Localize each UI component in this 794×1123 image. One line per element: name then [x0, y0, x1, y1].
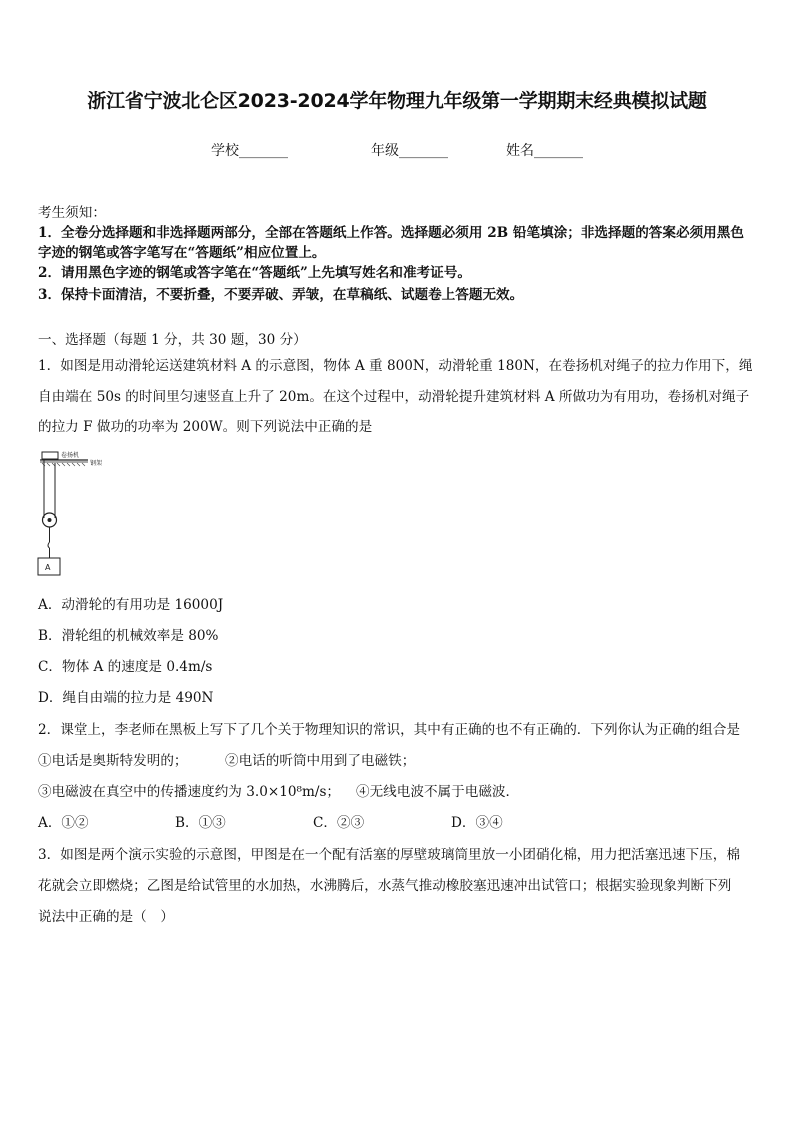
- frame-label: 钢架: [90, 460, 103, 467]
- notice-item: 1．全卷分选择题和非选择题两部分，全部在答题纸上作答。选择题必须用 2B 铅笔填涂；非选择题的答案必须用黑色: [38, 225, 744, 241]
- q2-option-a: A．①②: [38, 815, 89, 831]
- q2-statement-1: ①电话是奥斯特发明的；: [38, 753, 188, 769]
- q3-text: 说法中正确的是（ ）: [38, 909, 174, 925]
- q2-option-b: B．①③: [175, 815, 226, 831]
- winch-label: 卷扬机: [61, 452, 80, 459]
- notice-heading: 考生须知：: [38, 205, 106, 221]
- notice-item: 字迹的钢笔或答字笔写在“答题纸”相应位置上。: [38, 245, 326, 261]
- notice-item: 2．请用黑色字迹的钢笔或答字笔在“答题纸”上先填写姓名和准考证号。: [38, 265, 471, 281]
- q1-text: 的拉力 F 做功的功率为 200W。则下列说法中正确的是: [38, 419, 373, 435]
- page-title: 浙江省宁波北仑区2023-2024学年物理九年级第一学期期末经典模拟试题: [87, 90, 707, 112]
- q2-text: 2．课堂上，李老师在黑板上写下了几个关于物理知识的常识，其中有正确的也不有正确的．下列你认为正确的组合是: [38, 722, 740, 738]
- school-field: 学校_______: [211, 143, 288, 159]
- q1-text: 1．如图是用动滑轮运送建筑材料 A 的示意图，物体 A 重 800N，动滑轮重 180N，在卷扬机对绳子的拉力作用下，绳: [38, 358, 753, 374]
- q2-option-c: C．②③: [313, 815, 365, 831]
- q3-text: 花就会立即燃烧；乙图是给试管里的水加热，水沸腾后，水蒸气推动橡胶塞迅速冲出试管口；根据实验现象判断下列: [38, 878, 732, 894]
- name-field: 姓名_______: [506, 143, 583, 159]
- notice-item: 3．保持卡面清洁，不要折叠，不要弄破、弄皱，在草稿纸、试题卷上答题无效。: [38, 287, 524, 303]
- q1-option-b: B．滑轮组的机械效率是 80%: [38, 628, 219, 644]
- q1-option-a: A．动滑轮的有用功是 16000J: [38, 597, 224, 613]
- grade-field: 年级_______: [371, 143, 448, 159]
- hook-icon: [48, 542, 50, 548]
- q2-statement-3: ③电磁波在真空中的传播速度约为 3.0×10⁸m/s；: [38, 784, 341, 800]
- q2-option-d: D．③④: [451, 815, 503, 831]
- winch-icon: [42, 452, 58, 459]
- q2-statement-2: ②电话的听筒中用到了电磁铁；: [225, 753, 416, 769]
- pulley-diagram: [32, 446, 122, 578]
- q1-option-d: D．绳自由端的拉力是 490N: [38, 690, 214, 706]
- q1-option-c: C．物体 A 的速度是 0.4m/s: [38, 659, 213, 675]
- block-label: A: [45, 563, 51, 572]
- q3-text: 3．如图是两个演示实验的示意图，甲图是在一个配有活塞的厚壁玻璃筒里放一小团硝化棉，用力把活塞迅速下压，棉: [38, 847, 740, 863]
- q1-text: 自由端在 50s 的时间里匀速竖直上升了 20m。在这个过程中，动滑轮提升建筑材料 A 所做功为有用功，卷扬机对绳子: [38, 389, 750, 405]
- section-heading: 一、选择题（每题 1 分，共 30 题，30 分）: [38, 332, 307, 348]
- q2-statement-4: ④无线电波不属于电磁波．: [356, 784, 520, 800]
